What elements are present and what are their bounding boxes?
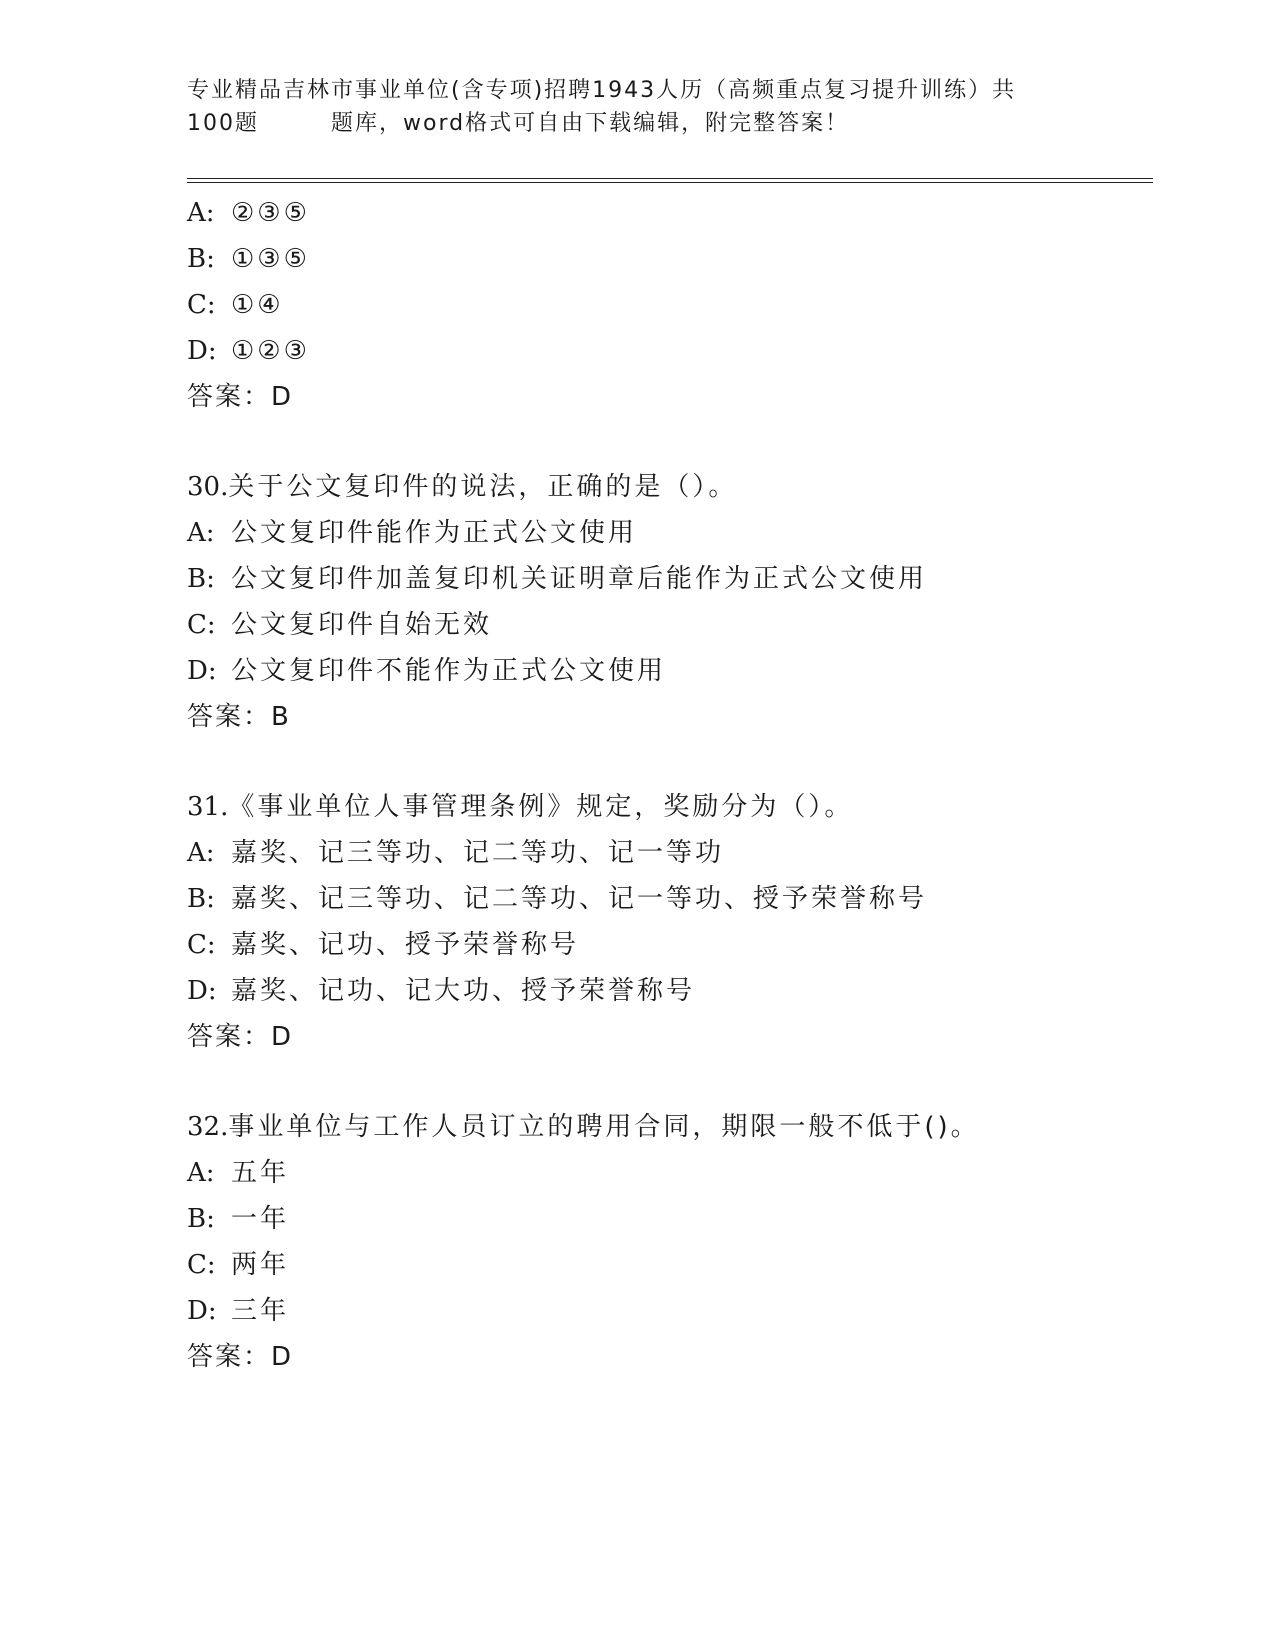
option-text: 公文复印件自始无效 <box>231 610 493 640</box>
question-number: 31. <box>187 792 229 822</box>
carryover-question <box>187 190 1147 420</box>
option-text: 公文复印件不能作为正式公文使用 <box>231 656 667 686</box>
option-text: 五年 <box>231 1158 290 1188</box>
header-description: 题库，word格式可自由下载编辑，附完整答案！ <box>331 111 850 136</box>
option-b <box>187 1196 1147 1242</box>
header-rule-bottom <box>187 182 1153 183</box>
question-number: 30. <box>187 472 229 502</box>
option-text: 公文复印件能作为正式公文使用 <box>231 518 638 548</box>
question-text: 事业单位与工作人员订立的聘用合同，期限一般不低于()。 <box>228 1112 980 1142</box>
option-a <box>187 510 1147 556</box>
option-c <box>187 1242 1147 1288</box>
option-label: A: <box>187 518 215 548</box>
option-b <box>187 236 1147 282</box>
option-c <box>187 602 1147 648</box>
option-label: B: <box>187 884 215 914</box>
document-header <box>187 74 1087 140</box>
option-label: D: <box>187 1296 217 1326</box>
question-31 <box>187 784 1147 1060</box>
option-text: ②③⑤ <box>231 198 310 228</box>
option-label: A: <box>187 198 215 228</box>
answer-line: 答案：B <box>187 702 291 732</box>
option-label: C: <box>187 1250 216 1280</box>
option-text: 嘉奖、记功、记大功、授予荣誉称号 <box>231 976 696 1006</box>
answer-line: 答案：D <box>187 1022 294 1052</box>
question-text: 关于公文复印件的说法，正确的是（）。 <box>228 472 738 502</box>
question-content <box>187 190 1147 1380</box>
question-stem <box>187 784 1147 830</box>
header-title-line2 <box>187 107 1087 140</box>
option-a <box>187 1150 1147 1196</box>
option-label: B: <box>187 244 215 274</box>
question-stem <box>187 1104 1147 1150</box>
option-text: 一年 <box>231 1204 290 1234</box>
option-text: ①③⑤ <box>231 244 310 274</box>
option-d <box>187 1288 1147 1334</box>
option-text: 三年 <box>231 1296 290 1326</box>
option-c <box>187 282 1147 328</box>
option-a <box>187 190 1147 236</box>
option-b <box>187 876 1147 922</box>
answer-line: 答案：D <box>187 1342 294 1372</box>
option-d <box>187 328 1147 374</box>
option-text: ①②③ <box>231 336 310 366</box>
question-text: 《事业单位人事管理条例》规定，奖励分为（）。 <box>228 792 854 822</box>
option-label: D: <box>187 336 217 366</box>
option-label: C: <box>187 610 216 640</box>
option-text: 嘉奖、记功、授予荣誉称号 <box>231 930 580 960</box>
option-label: A: <box>187 1158 215 1188</box>
option-text: 嘉奖、记三等功、记二等功、记一等功 <box>231 838 725 868</box>
option-d <box>187 648 1147 694</box>
option-label: D: <box>187 976 217 1006</box>
option-label: B: <box>187 1204 215 1234</box>
option-label: D: <box>187 656 217 686</box>
option-label: A: <box>187 838 215 868</box>
option-text: 两年 <box>231 1250 290 1280</box>
option-text: 公文复印件加盖复印机关证明章后能作为正式公文使用 <box>231 564 928 594</box>
option-text: 嘉奖、记三等功、记二等功、记一等功、授予荣誉称号 <box>231 884 928 914</box>
question-stem <box>187 464 1147 510</box>
header-title-line1: 专业精品吉林市事业单位(含专项)招聘1943人历（高频重点复习提升训练）共 <box>187 78 1017 103</box>
question-30 <box>187 464 1147 740</box>
option-b <box>187 556 1147 602</box>
option-d <box>187 968 1147 1014</box>
option-label: B: <box>187 564 215 594</box>
option-label: C: <box>187 930 216 960</box>
question-number: 32. <box>187 1112 229 1142</box>
option-label: C: <box>187 290 216 320</box>
header-rule-top <box>187 178 1153 179</box>
answer-line: 答案：D <box>187 382 294 412</box>
option-a <box>187 830 1147 876</box>
header-question-count: 100题 <box>187 111 259 136</box>
option-text: ①④ <box>231 290 284 320</box>
question-32 <box>187 1104 1147 1380</box>
option-c <box>187 922 1147 968</box>
